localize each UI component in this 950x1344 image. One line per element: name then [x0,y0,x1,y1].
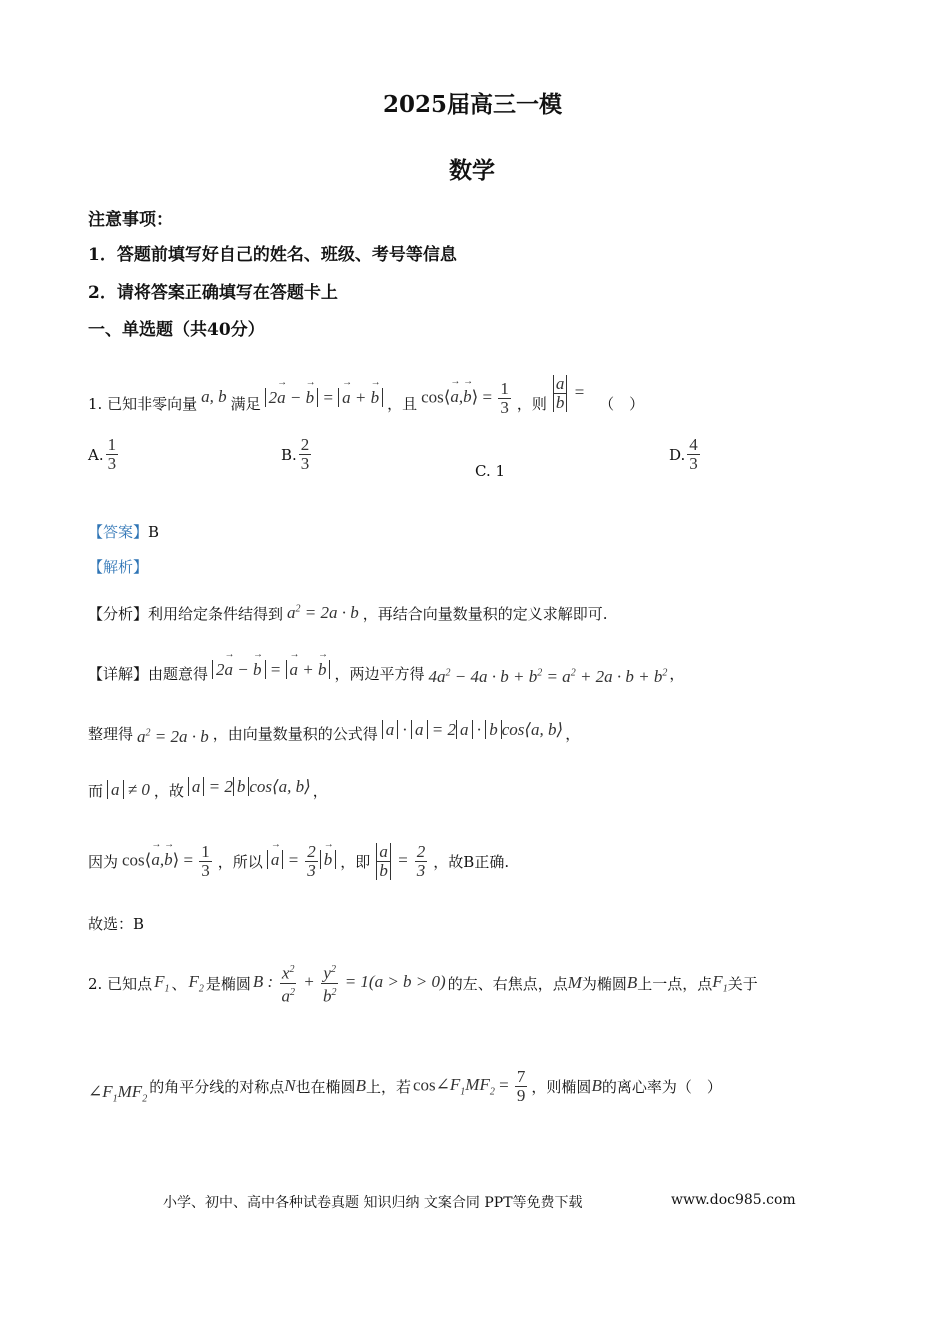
q1-choose: 故选：B [88,915,145,933]
line3-text-2: ，由向量数量积的公式得 [212,724,378,743]
q1-condition-2: cos⟨→ a,→ b⟩ = $\frac{1}{3}$ [421,380,513,417]
q2-l2-t3: 上，若 [365,1077,411,1096]
analysis-tag: 【解析】 [88,558,149,576]
fenxi-text-2: ，再结合向量数量积的定义求解即可. [362,604,608,623]
q2-l2-t2: 也在椭圆 [295,1077,356,1096]
line4-text-1: 而 [88,781,104,800]
q1-paren: （ ） [599,394,645,413]
q1-target: $\frac{a}{b}$ = [551,375,585,412]
line4-formula-2: a = 2 b cos⟨a, b⟩ [188,777,311,797]
notice-heading: 注意事项： [88,210,173,230]
q1-option-b-num: 2 [300,435,310,454]
line5-text-1: 因为 [88,852,119,871]
answer-tag: 【答案】 [88,523,149,541]
q1-vectors: a, b [201,387,227,406]
line4-text-2: ，故 [153,781,184,800]
xiangjie-tag: 【详解】 [88,664,149,683]
q2-l2-t1: 的角平分线的对称点 [149,1077,285,1096]
line3-formula-2: a · a = 2 a · b cos⟨a, b⟩ [382,720,563,740]
q2-line-2: $\angle F_1MF_2$ 的角平分线的对称点 N 也在椭圆 B 上，若 $\cos\angle F_1MF_2$ = $\frac{7}{9}$ ，则椭圆 B 的离心率为（ ） [88,1066,722,1105]
fenxi-formula: $a^2 = 2a \cdot b$ [287,603,359,622]
notice-item-1: 1．答题前填写好自己的姓名、班级、考号等信息 [88,245,457,265]
exam-title: 2025届高三一模 [383,91,563,118]
q1-option-b-label: B. [281,445,297,464]
q1-option-d-den: 3 [689,454,698,473]
q1-mid2: ，且 [387,394,418,413]
line4-formula-1: a ≠ 0 [107,780,150,800]
footer-link[interactable]: www.doc985.com [671,1192,796,1208]
q2-l2-t4: ，则椭圆 [531,1077,592,1096]
xiangjie-formula-2: $4a^2 - 4a \cdot b + b^2 = a^2 + 2a \cdot b + b^2$ [428,667,668,686]
q1-option-c-label: C. 1 [475,462,506,480]
q1-option-a-den: 3 [107,454,117,473]
fenxi-text-1: 利用给定条件结得到 [148,604,284,623]
q2-l2-t5: 的离心率为（ ） [601,1077,722,1096]
q1-answer [88,521,159,542]
q1-option-a[interactable] [88,436,120,473]
q1-option-b[interactable] [281,436,313,473]
q1-option-a-num: 1 [107,435,117,454]
q1-fenxi [88,600,608,626]
section-heading: 一、单选题（共40分） [88,320,265,340]
q2-ellipse-formula: B : $\frac{x^2}{a^2}$ + $\frac{y^2}{b^2}$ = 1(a > b > 0) [253,961,446,1005]
q1-mid3: ，则 [516,394,547,413]
q2-t3: 为椭圆 [581,974,627,993]
line3-formula-1: $a^2 = 2a \cdot b$ [137,727,209,746]
line5-formula-1: cos⟨→ a,→ b⟩ = $\frac{1}{3}$ [122,843,214,880]
q1-option-d[interactable] [669,436,702,473]
q2-line-1: 2. 已知点 $F_1$ 、 $F_2$ 是椭圆 B : $\frac{x^2}{a^2}$ + $\frac{y^2}{b^2}$ = 1(a > b > 0) 的左、右焦点，点 M 为椭圆 B 上一点，点 $F_1$ 关于 [88,955,758,1011]
xiangjie-text-1: 由题意得 [148,664,209,683]
subject-title: 数学 [449,157,495,184]
q1-xiangjie: 【详解】 由题意得 2→ a − → b = → a + → b ，两边平方得 $4a^2 - 4a \cdot b + b^2 = a^2 + 2a \cdot b + b^2$ ， [88,655,684,691]
xiangjie-text-2: ，两边平方得 [334,664,425,683]
answer-value: B [148,523,160,541]
q1-option-b-den: 3 [300,454,310,473]
q1-lead: 1. 已知非零向量 [88,394,198,413]
q2-sep: 、 [171,974,187,993]
q1-line-4: 而 a ≠ 0 ，故 a = 2 b cos⟨a, b⟩ ， [88,777,328,800]
xiangjie-formula-1: 2→ a − → b = → a + → b [212,660,330,680]
q2-t1: 是椭圆 [205,974,251,993]
line5-formula-2: → a = $\frac{2}{3}$ → b [267,843,336,880]
q2-lead: 2. 已知点 [88,974,153,993]
q1-stem [88,373,645,428]
q2-t5: 关于 [727,974,758,993]
q1-option-c[interactable] [475,462,505,480]
line5-text-4: ，故B正确. [433,852,510,871]
q1-mid1: 满足 [230,394,261,413]
q2-angle: $\angle F_1MF_2$ [88,1081,148,1105]
q2-t4: 上一点，点 [637,974,713,993]
q2-t2: 的左、右焦点，点 [447,974,568,993]
q1-option-d-num: 4 [689,435,698,454]
q1-line-3: 整理得 $a^2 = 2a \cdot b$ ，由向量数量积的公式得 a · a = 2 a · b cos⟨a, b⟩ ， [88,720,581,746]
notice-item-2: 2．请将答案正确填写在答题卡上 [88,283,338,303]
q1-line-5 [88,830,509,892]
line5-text-3: ，即 [340,852,371,871]
line5-formula-3: $\frac{a}{b}$ = $\frac{2}{3}$ [374,843,429,880]
q1-condition-1: 2→ a − → b = → a + → b [265,388,383,408]
line5-text-2: ，所以 [217,852,263,871]
q2-cos-formula: $\cos\angle F_1MF_2$ = $\frac{7}{9}$ [412,1066,526,1105]
footer-text: 小学、初中、高中各种试卷真题 知识归纳 文案合同 PPT等免费下载 [163,1195,583,1211]
line3-text-1: 整理得 [88,724,134,743]
fenxi-tag: 【分析】 [88,604,149,623]
q1-option-d-label: D. [669,445,686,464]
q1-option-a-label: A. [88,445,104,464]
